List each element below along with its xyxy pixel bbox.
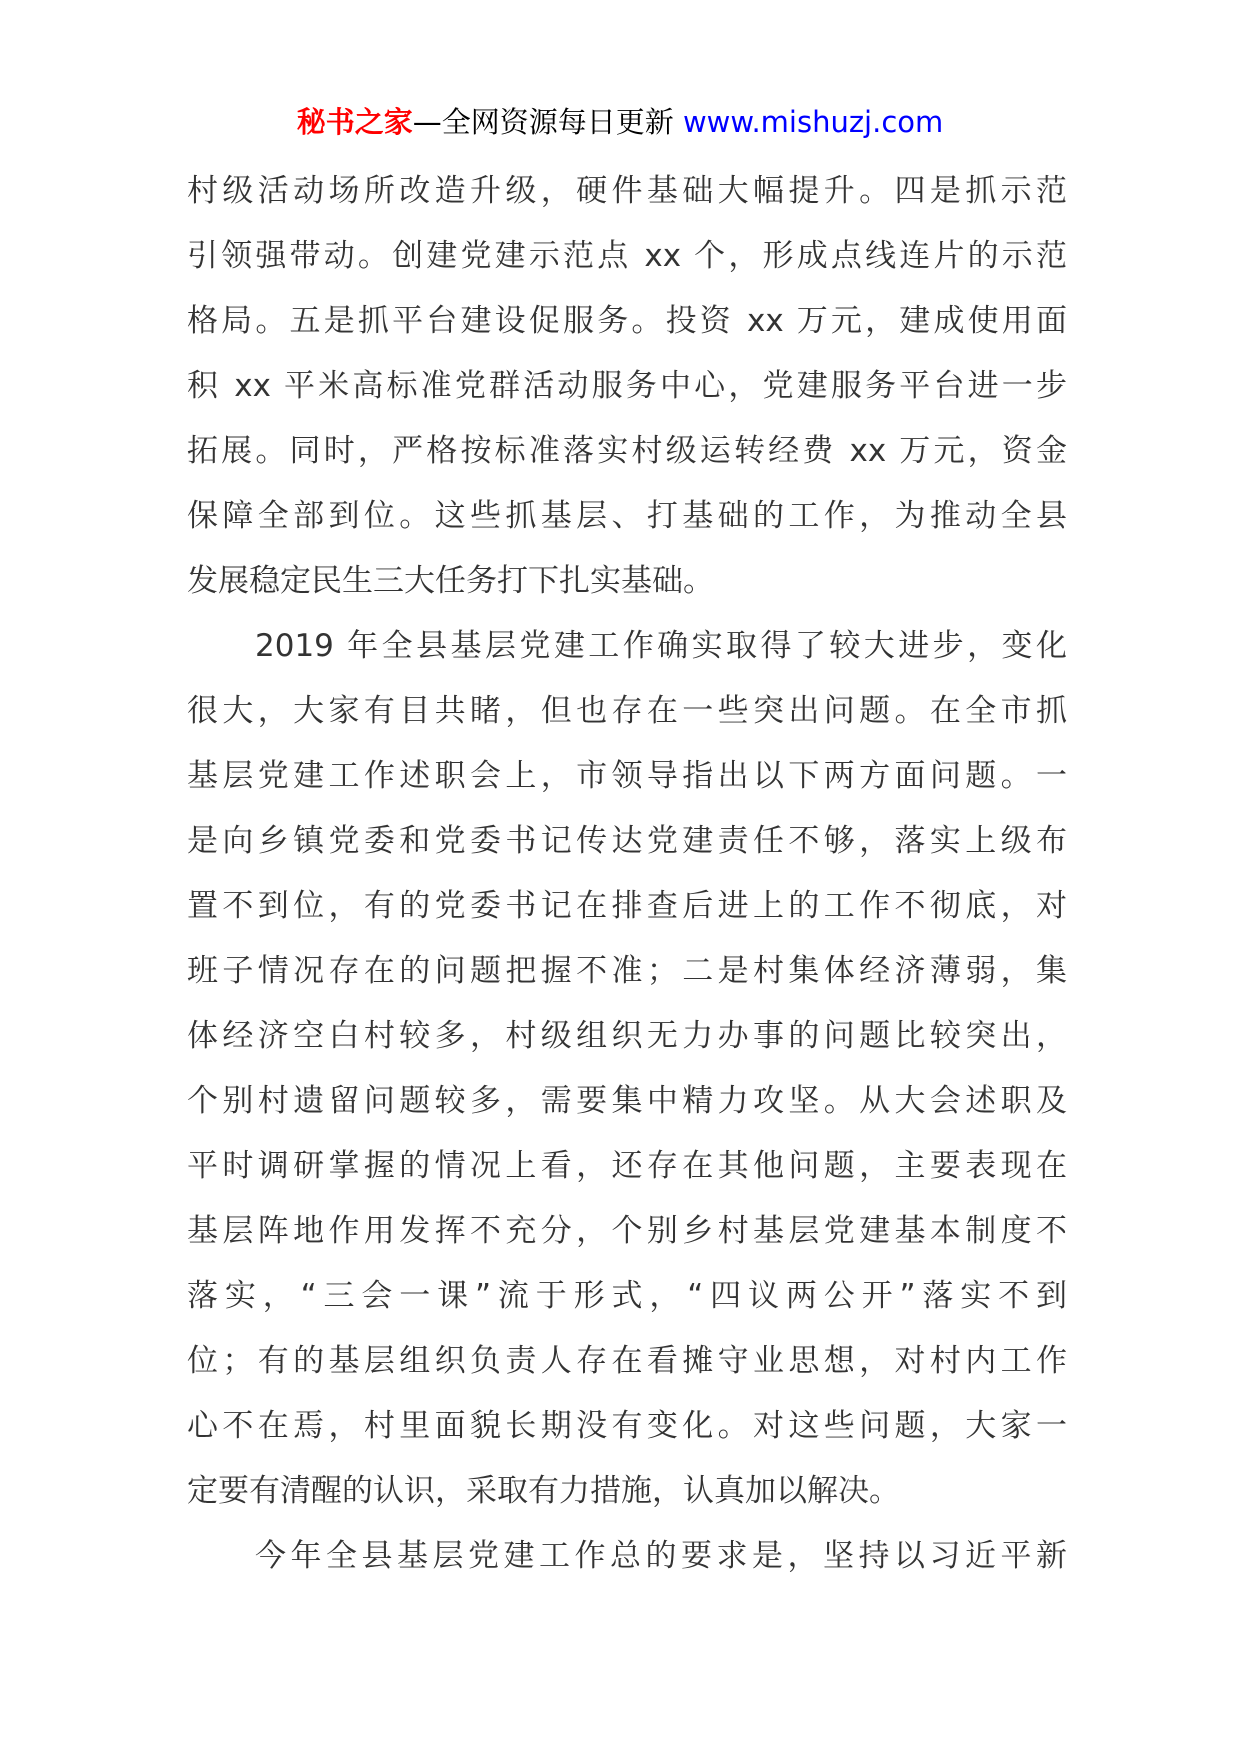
text-line: 是向乡镇党委和党委书记传达党建责任不够，落实上级布 <box>187 823 1067 859</box>
document-body <box>187 159 1067 1589</box>
text-line: 格局。五是抓平台建设促服务。投资 xx 万元，建成使用面 <box>187 303 1067 339</box>
text-line: 平时调研掌握的情况上看，还存在其他问题，主要表现在 <box>187 1148 1067 1184</box>
text-line: 落实，“三会一课”流于形式，“四议两公开”落实不到 <box>187 1278 1067 1314</box>
text-line: 体经济空白村较多，村级组织无力办事的问题比较突出， <box>187 1018 1067 1054</box>
text-line: 定要有清醒的认识，采取有力措施，认真加以解决。 <box>187 1473 900 1509</box>
header-tagline: —全网资源每日更新 <box>412 105 674 139</box>
paragraph-start-line: 今年全县基层党建工作总的要求是，坚持以习近平新 <box>255 1538 1067 1574</box>
text-line: 保障全部到位。这些抓基层、打基础的工作，为推动全县 <box>187 498 1067 534</box>
header-url-link[interactable]: www.mishuzj.com <box>682 105 944 139</box>
text-line: 个别村遗留问题较多，需要集中精力攻坚。从大会述职及 <box>187 1083 1067 1119</box>
text-line: 拓展。同时，严格按标准落实村级运转经费 xx 万元，资金 <box>187 433 1067 469</box>
page-header <box>0 102 1240 142</box>
text-line: 基层党建工作述职会上，市领导指出以下两方面问题。一 <box>187 758 1067 794</box>
text-line: 基层阵地作用发挥不充分，个别乡村基层党建基本制度不 <box>187 1213 1067 1249</box>
text-line: 置不到位，有的党委书记在排查后进上的工作不彻底，对 <box>187 888 1067 924</box>
header-brand: 秘书之家 <box>296 105 413 139</box>
text-line: 引领强带动。创建党建示范点 xx 个，形成点线连片的示范 <box>187 238 1067 274</box>
text-line: 位；有的基层组织负责人存在看摊守业思想，对村内工作 <box>187 1343 1067 1379</box>
text-line: 心不在焉，村里面貌长期没有变化。对这些问题，大家一 <box>187 1408 1067 1444</box>
text-line: 发展稳定民生三大任务打下扎实基础。 <box>187 563 714 599</box>
text-line: 积 xx 平米高标准党群活动服务中心，党建服务平台进一步 <box>187 368 1067 404</box>
paragraph-start-line: 2019 年全县基层党建工作确实取得了较大进步，变化 <box>255 628 1067 664</box>
text-line: 村级活动场所改造升级，硬件基础大幅提升。四是抓示范 <box>187 173 1067 209</box>
text-line: 很大，大家有目共睹，但也存在一些突出问题。在全市抓 <box>187 693 1067 729</box>
text-line: 班子情况存在的问题把握不准；二是村集体经济薄弱，集 <box>187 953 1067 989</box>
